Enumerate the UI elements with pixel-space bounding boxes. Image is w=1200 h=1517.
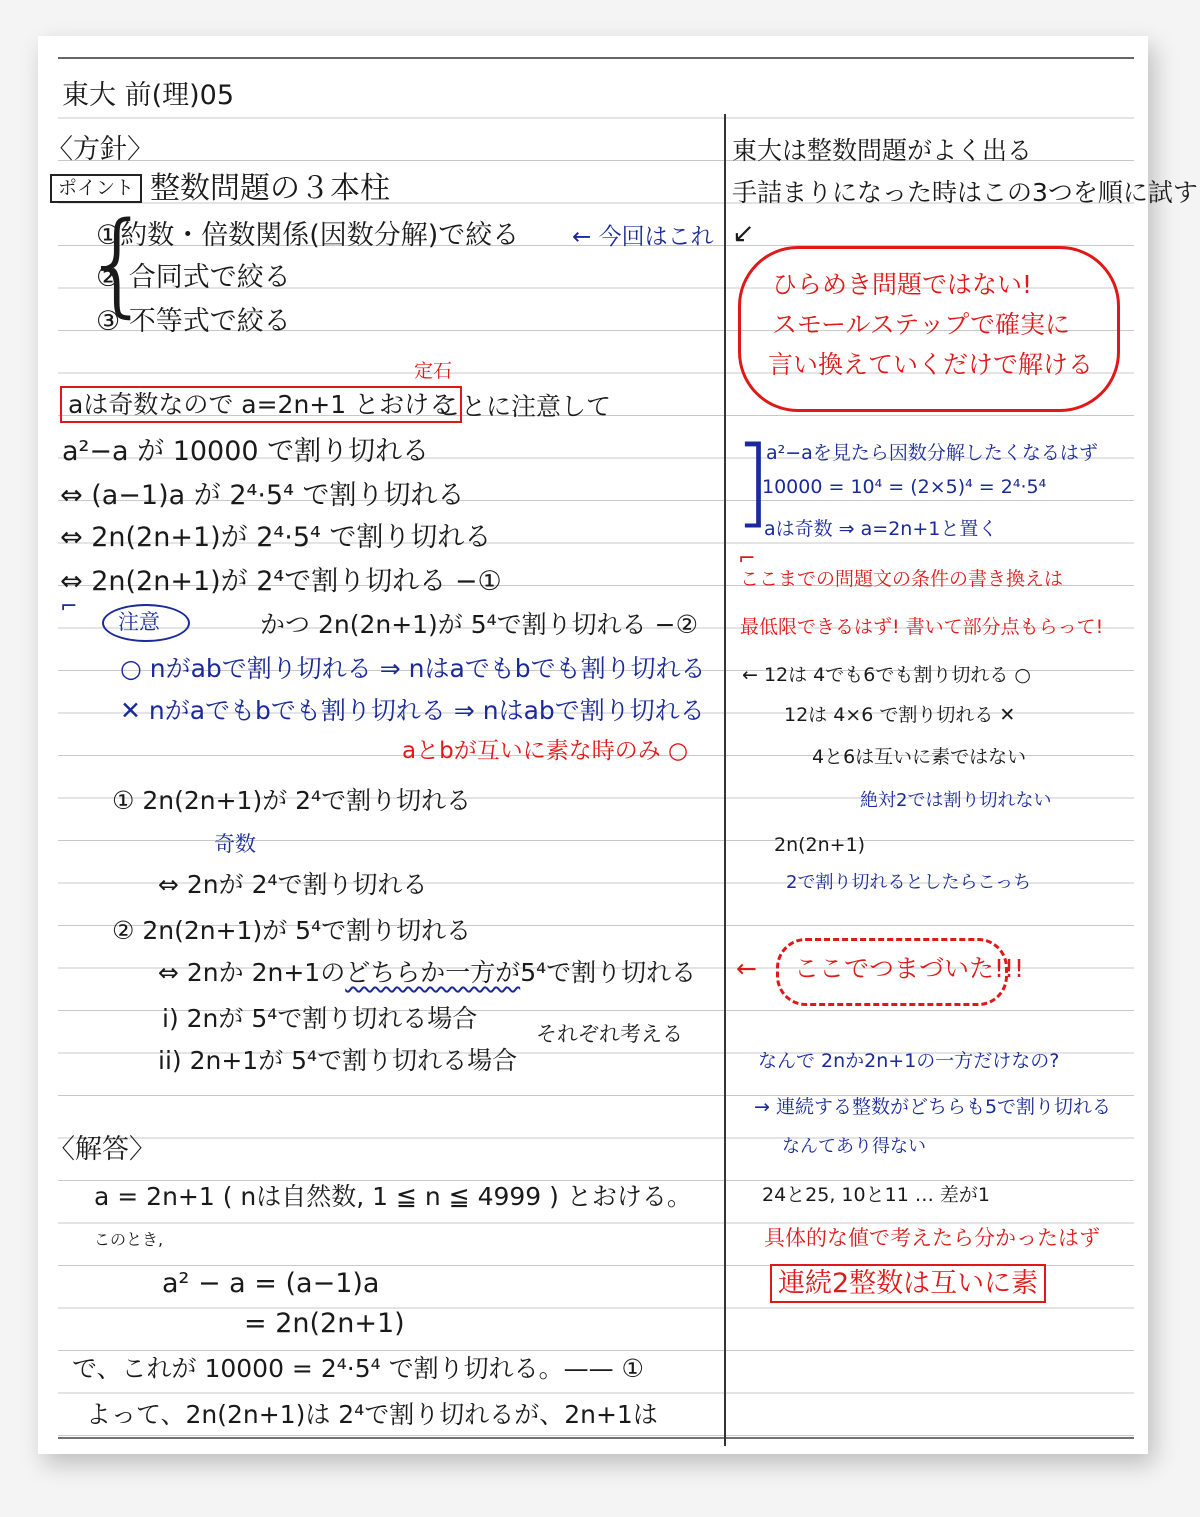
pillars-brace: { [82,199,154,329]
case2-line2-suffix: 5⁴で割り切れる [520,958,697,987]
two-note: 2で割り切れるとしたらこっち [786,872,1032,893]
factor-note-1: a²−aを見たら因数分解したくなるはず [766,442,1098,464]
case2-line1: ② 2n(2n+1)が 5⁴で割り切れる [112,916,472,945]
pillar-2: ② 合同式で絞る [96,262,291,293]
right-intro-1: 東大は整数問題がよく出る [732,136,1033,165]
rule-ng: ✕ nがaでもbでも割り切れる ⇒ nはabで割り切れる [120,696,705,725]
caution-label: 注意 [118,610,160,634]
step-3: ⇔ 2n(2n+1)が 2⁴·5⁴ で割り切れる [60,522,492,553]
answer-line-5: で、これが 10000 = 2⁴·5⁴ で割り切れる。—— ① [72,1354,644,1383]
and-condition: かつ 2n(2n+1)が 5⁴で割り切れる −② [260,610,698,639]
pillar-1-note: ← 今回はこれ [572,224,714,250]
coprime-box: 連続2整数は互いに素 [770,1264,1046,1303]
sub-cases-note: それぞれ考える [536,1022,683,1046]
factor-note-2: 10000 = 10⁴ = (2×5)⁴ = 2⁴·5⁴ [762,476,1047,498]
pillar-3: ③ 不等式で絞る [96,306,291,337]
concrete-note: 具体的な値で考えたら分かったはず [764,1226,1100,1250]
consecutive-2: なんてあり得ない [782,1136,926,1157]
answer-line-1: a = 2n+1 ( nは自然数, 1 ≦ n ≦ 4999 ) とおける。 [94,1182,692,1211]
example-1: ← 12は 4でも6でも割り切れる ○ [742,664,1031,686]
policy-heading: 〈方針〉 [46,134,154,165]
cloud-line-1: ひらめき問題ではない! [772,270,1033,299]
red-note-arrow: ⌐ [738,546,756,570]
step-1: a²−a が 10000 で割り切れる [62,436,430,467]
answer-line-3: a² − a = (a−1)a [162,1268,380,1299]
expr-2n: 2n(2n+1) [774,834,866,856]
case2-line2-prefix: ⇔ 2nか 2n+1の [158,958,346,987]
cloud-line-2: スモールステップで確実に [772,310,1071,339]
example-3: 4と6は互いに素ではない [812,746,1027,768]
red-note-1: ここまでの問題文の条件の書き換えは [740,568,1064,590]
rule-ng-note: aとbが互いに素な時のみ ○ [402,738,689,764]
pairs-example: 24と25, 10と11 … 差が1 [762,1184,990,1206]
case1-line2: ⇔ 2nが 2⁴で割り切れる [158,870,428,899]
cloud-line-3: 言い換えていくだけで解ける [768,350,1094,379]
page-title: 東大 前(理)05 [62,80,235,111]
consecutive-1: → 連続する整数がどちらも5で割り切れる [754,1096,1112,1118]
stuck-label: ここでつまづいた!!! [794,954,1025,983]
caution-arrow: ⌐ [60,594,78,618]
answer-line-2: このとき, [94,1230,164,1249]
sub-case-ii: ii) 2n+1が 5⁴で割り切れる場合 [158,1046,518,1075]
odd-suffix: ことに注意して [436,392,612,421]
answer-line-4: = 2n(2n+1) [244,1308,405,1339]
step-2: ⇔ (a−1)a が 2⁴·5⁴ で割り切れる [60,480,465,511]
case1-odd-note: 奇数 [214,832,256,856]
right-intro-2: 手詰まりになった時はこの3つを順に試す [732,178,1198,207]
case2-line2 [158,960,696,985]
answer-heading: 〈解答〉 [48,1134,156,1165]
point-label: ポイント [50,174,142,203]
odd-box: aは奇数なので a=2n+1 とおける [60,386,462,423]
factor-note-3: aは奇数 ⇒ a=2n+1と置く [764,518,998,540]
right-intro-arrow: ↙ [732,218,755,249]
answer-line-6: よって、2n(2n+1)は 2⁴で割り切れるが、2n+1は [86,1400,658,1429]
notebook-page [38,36,1198,1454]
never-two-note: 絶対2では割り切れない [860,790,1052,811]
point-title: 整数問題の３本柱 [150,171,390,206]
case2-line2-wavy: どちらか一方が [345,958,521,987]
why-question: なんで 2nか2n+1の一方だけなの? [758,1050,1060,1072]
stuck-arrow: ← [736,954,757,983]
sub-case-i: i) 2nが 5⁴で割り切れる場合 [162,1004,478,1033]
factor-brace: ] [734,426,772,538]
red-note-2: 最低限できるはず! 書いて部分点もらって! [740,616,1104,638]
case1-line1: ① 2n(2n+1)が 2⁴で割り切れる [112,786,472,815]
teiseki-label: 定石 [414,360,453,382]
example-2: 12は 4×6 で割り切れる ✕ [784,704,1016,726]
rule-ok: ○ nがabで割り切れる ⇒ nはaでもbでも割り切れる [120,654,706,683]
step-4: ⇔ 2n(2n+1)が 2⁴で割り切れる −① [60,566,502,597]
pillar-1: ①約数・倍数関係(因数分解)で絞る [96,220,520,251]
